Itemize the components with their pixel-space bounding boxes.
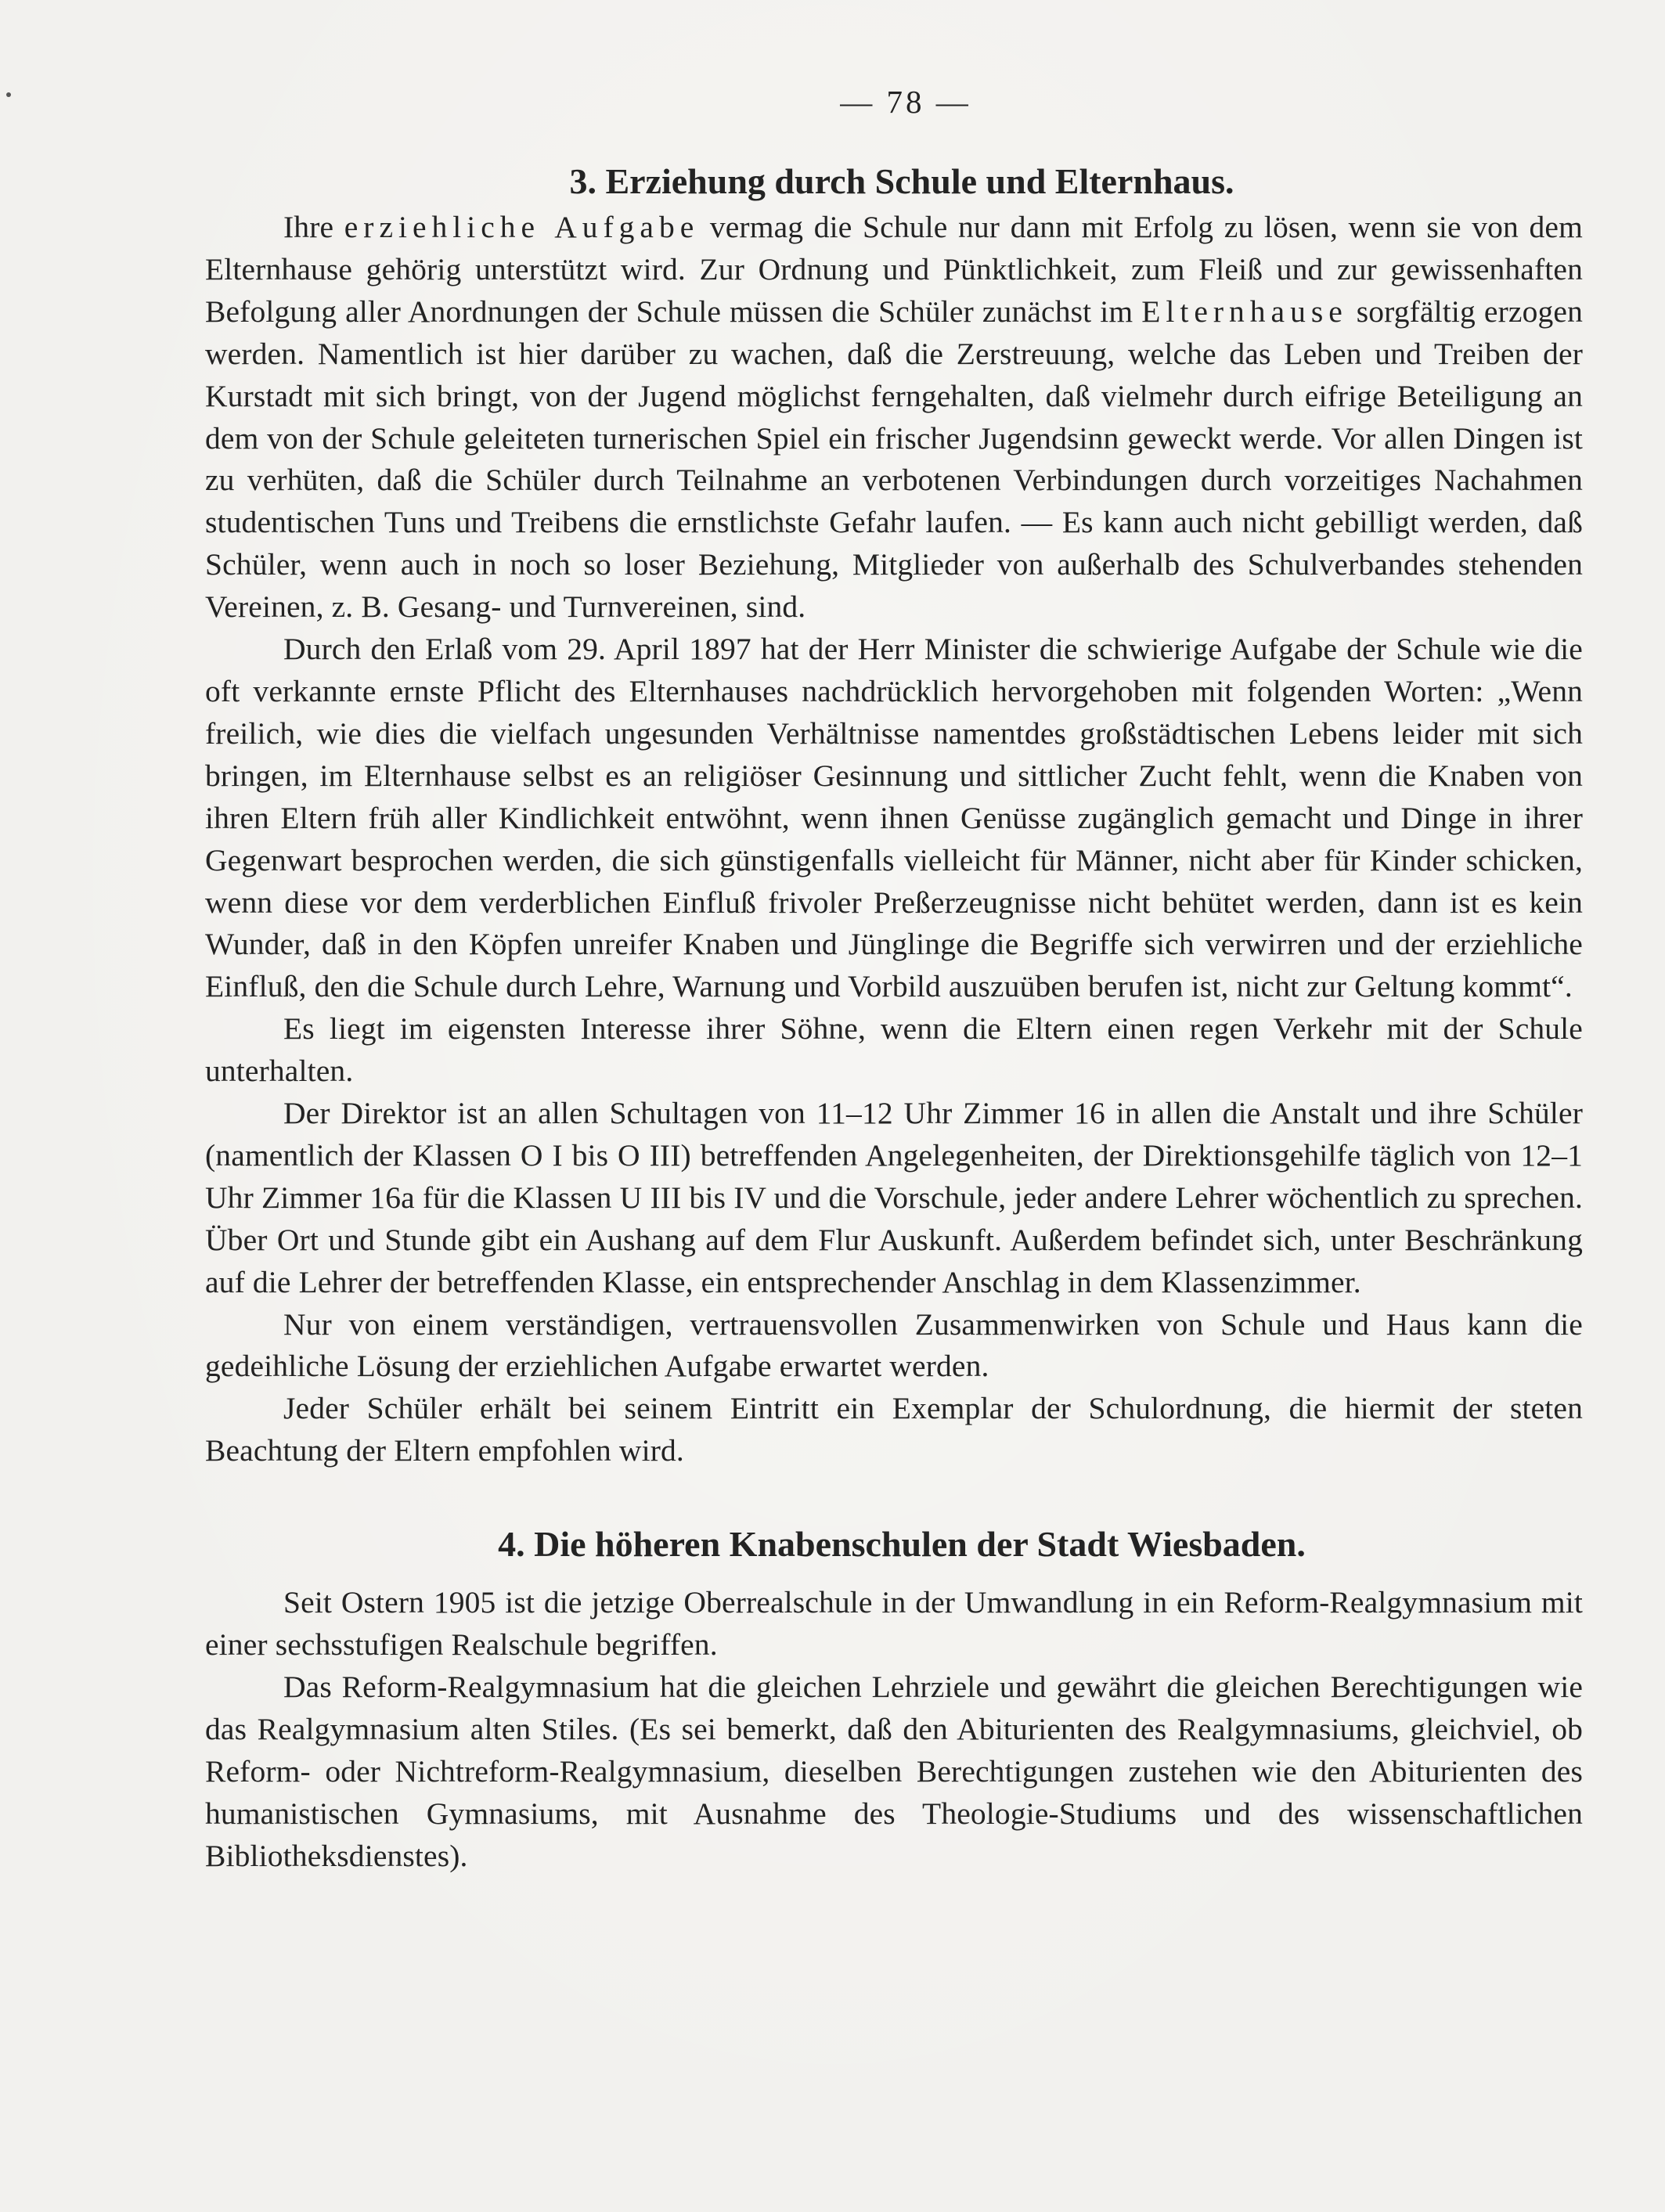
section-4-heading: 4. Die höheren Knabenschulen der Stadt Wiesbaden. bbox=[498, 1524, 1306, 1565]
paragraph-text: sorgfältig erzogen werden. Namentlich ist hier darüber zu wachen, daß die Zerstreuung, welche das Leben und Treiben der Kurstadt mit sich bringt, von der Jugend möglichst ferngehalten, daß vielmehr durch eifrige Beteiligung an dem von der Schule geleiteten turnerischen Spiel ein frischer Jugendsinn geweckt werde. Vor allen Dingen ist zu verhüten, daß die Schüler durch Teilnahme an verbotenen Verbindungen durch vorzeitiges Nachahmen studentischen Tuns und Treibens die ernstlichste Gefahr laufen. — Es kann auch nicht gebilligt werden, daß Schüler, wenn auch in noch so loser Beziehung, Mitglieder von außerhalb des Schulverbandes stehenden Vereinen, z. B. Gesang- und Turnvereinen, sind. bbox=[205, 294, 1583, 625]
paragraph-text: vermag die Schule nur dann mit Erfolg zu lösen, wenn sie von dem Elternhause gehörig unterstützt wird. Zur Ordnung und Pünktlichkeit, zum Fleiß und zur gewissenhaften Befolgung aller Anordnungen der Schule müssen die Schüler zunächst im bbox=[205, 210, 1583, 329]
paragraph-text: Ihre bbox=[283, 210, 344, 244]
section-3-paragraph-6: Jeder Schüler erhält bei seinem Eintritt ein Exemplar der Schulordnung, die hiermit der steten Beachtung der Eltern empfohlen wird. bbox=[205, 1391, 1583, 1468]
page-number: — 78 — bbox=[840, 84, 971, 120]
section-3-paragraph-4: Der Direktor ist an allen Schultagen von 11–12 Uhr Zimmer 16 in allen die Anstalt und ihre Schüler (namentlich der Klassen O I bis O III) betreffenden Angelegenheiten, der Direktionsgehilfe täglich von 12–1 Uhr Zimmer 16a für die Klassen U III bis IV und die Vorschule, jeder andere Lehrer wöchentlich zu sprechen. Über Ort und Stunde gibt ein Aushang auf dem Flur Auskunft. Außerdem befindet sich, unter Beschränkung auf die Lehrer der betreffenden Klasse, ein entsprechender Anschlag in dem Klassenzimmer. bbox=[205, 1096, 1583, 1299]
scan-speck bbox=[6, 92, 11, 97]
section-4-paragraph-1: Seit Ostern 1905 ist die jetzige Oberrealschule in der Umwandlung in ein Reform-Realgymnasium mit einer sechsstufigen Realschule begriffen. bbox=[205, 1585, 1583, 1663]
section-3-paragraph-1 bbox=[205, 207, 1583, 629]
section-3-paragraph-5: Nur von einem verständigen, vertrauensvollen Zusammenwirken von Schule und Haus kann die gedeihliche Lösung der erziehlichen Aufgabe erwartet werden. bbox=[205, 1306, 1583, 1384]
section-3-paragraph-3: Es liegt im eigensten Interesse ihrer Söhne, wenn die Eltern einen regen Verkehr mit der Schule unterhalten. bbox=[205, 1011, 1583, 1089]
spaced-emphasis: erziehliche Aufgabe bbox=[344, 210, 700, 244]
document-page bbox=[205, 78, 1583, 1878]
spaced-emphasis: Elternhause bbox=[1141, 294, 1348, 329]
section-3-paragraph-2: Durch den Erlaß vom 29. April 1897 hat der Herr Minister die schwierige Aufgabe der Schule wie die oft verkannte ernste Pflicht des Elternhauses nachdrücklich hervorgehoben mit folgenden Worten: „Wenn freilich, wie dies die vielfach ungesunden Verhältnisse namentdes großstädtischen Lebens leider mit sich bringen, im Elternhause selbst es an religiöser Gesinnung und sittlicher Zucht fehlt, wenn die Knaben von ihren Eltern früh aller Kindlichkeit entwöhnt, wenn ihnen Genüsse zugänglich gemacht und Dinge in ihrer Gegenwart besprochen werden, die sich günstigenfalls vielleicht für Männer, nicht aber für Kinder schicken, wenn diese vor dem verderblichen Einfluß frivoler Preßerzeugnisse nicht behütet werden, dann ist es kein Wunder, daß in den Köpfen unreifer Knaben und Jünglinge die Begriffe sich verwirren und der erziehliche Einfluß, den die Schule durch Lehre, Warnung und Vorbild auszuüben berufen ist, nicht zur Geltung kommt“. bbox=[205, 632, 1583, 1004]
section-3-heading: 3. Erziehung durch Schule und Elternhaus. bbox=[569, 161, 1234, 201]
section-4-paragraph-2: Das Reform-Realgymnasium hat die gleichen Lehrziele und gewährt die gleichen Berechtigungen wie das Realgymnasium alten Stiles. (Es sei bemerkt, daß den Abiturienten des Realgymnasiums, gleichviel, ob Reform- oder Nichtreform-Realgymnasium, dieselben Berechtigungen zustehen wie den Abiturienten des humanistischen Gymnasiums, mit Ausnahme des Theologie-Studiums und des wissenschaftlichen Bibliotheksdienstes). bbox=[205, 1670, 1583, 1873]
